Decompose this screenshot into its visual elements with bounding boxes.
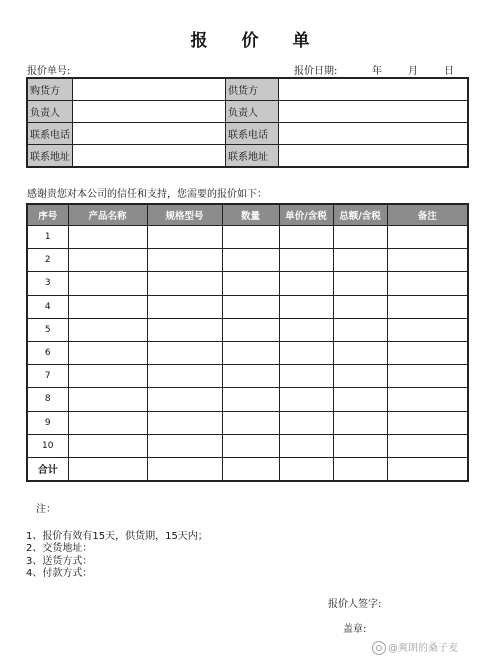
product-name-cell[interactable] <box>68 411 147 434</box>
spec-cell[interactable] <box>147 341 222 364</box>
total-cell[interactable] <box>333 411 387 434</box>
spec-cell[interactable] <box>147 365 222 388</box>
col-header-qty: 数量 <box>222 204 279 226</box>
total-row <box>27 457 468 481</box>
row-number: 1 <box>27 226 68 249</box>
unit-price-cell[interactable] <box>279 341 333 364</box>
title-char-2: 价 <box>241 31 259 51</box>
col-header-product: 产品名称 <box>68 204 147 226</box>
supplier-address-label: 联系地址 <box>226 145 279 168</box>
qty-cell[interactable] <box>222 318 279 341</box>
total-cell[interactable] <box>333 295 387 318</box>
table-row <box>27 318 468 341</box>
buyer-manager-field[interactable] <box>73 101 226 123</box>
unit-price-cell[interactable] <box>279 411 333 434</box>
table-row <box>27 295 468 318</box>
qty-cell[interactable] <box>222 341 279 364</box>
notes-section <box>26 504 208 581</box>
unit-price-cell[interactable] <box>279 365 333 388</box>
supplier-phone-label: 联系电话 <box>226 123 279 145</box>
product-name-cell[interactable] <box>68 226 147 249</box>
qty-cell[interactable] <box>222 272 279 295</box>
watermark-text: @爽朗的桑子麦 <box>388 643 458 654</box>
table-row <box>27 365 468 388</box>
supplier-label: 供货方 <box>226 78 279 101</box>
unit-price-cell[interactable] <box>279 272 333 295</box>
remark-cell[interactable] <box>387 434 468 457</box>
col-header-remark: 备注 <box>387 204 468 226</box>
total-label: 合计 <box>27 457 68 481</box>
total-unit-price-cell[interactable] <box>279 457 333 481</box>
qty-cell[interactable] <box>222 295 279 318</box>
spec-cell[interactable] <box>147 272 222 295</box>
row-number: 4 <box>27 295 68 318</box>
product-name-cell[interactable] <box>68 388 147 411</box>
remark-cell[interactable] <box>387 388 468 411</box>
row-number: 7 <box>27 365 68 388</box>
product-name-cell[interactable] <box>68 295 147 318</box>
note-line: 4、付款方式： <box>26 568 93 579</box>
buyer-address-field[interactable] <box>73 145 226 168</box>
remark-cell[interactable] <box>387 249 468 272</box>
row-number: 10 <box>27 434 68 457</box>
party-info-table <box>26 77 469 168</box>
row-number: 6 <box>27 341 68 364</box>
items-body <box>27 226 468 482</box>
total-cell[interactable] <box>333 341 387 364</box>
notes-heading: 注： <box>36 504 56 515</box>
intro-text: 感谢贵您对本公司的信任和支持，您需要的报价如下： <box>27 189 267 200</box>
table-row <box>27 272 468 295</box>
remark-cell[interactable] <box>387 411 468 434</box>
buyer-label: 购货方 <box>27 78 73 101</box>
col-header-total: 总额/含税 <box>333 204 387 226</box>
remark-cell[interactable] <box>387 226 468 249</box>
quote-meta-row <box>27 62 467 77</box>
title-char-1: 报 <box>190 31 208 51</box>
buyer-manager-label: 负责人 <box>27 101 73 123</box>
info-row-contact-person <box>27 101 468 123</box>
total-spec-cell[interactable] <box>147 457 222 481</box>
total-cell[interactable] <box>333 226 387 249</box>
remark-cell[interactable] <box>387 272 468 295</box>
row-number: 2 <box>27 249 68 272</box>
items-header-row <box>27 204 468 226</box>
product-name-cell[interactable] <box>68 434 147 457</box>
product-name-cell[interactable] <box>68 272 147 295</box>
spec-cell[interactable] <box>147 411 222 434</box>
unit-price-cell[interactable] <box>279 249 333 272</box>
supplier-address-field[interactable] <box>279 145 469 168</box>
unit-price-cell[interactable] <box>279 295 333 318</box>
row-number: 3 <box>27 272 68 295</box>
year-label: 年 <box>372 66 382 77</box>
signature-label: 报价人签字: <box>328 599 382 610</box>
quote-items-table <box>26 203 469 482</box>
total-total-cell[interactable] <box>333 457 387 481</box>
note-line: 2、交货地址： <box>26 543 93 554</box>
product-name-cell[interactable] <box>68 249 147 272</box>
qty-cell[interactable] <box>222 365 279 388</box>
qty-cell[interactable] <box>222 388 279 411</box>
table-row <box>27 249 468 272</box>
watermark <box>372 639 458 655</box>
table-row <box>27 341 468 364</box>
remark-cell[interactable] <box>387 365 468 388</box>
total-cell[interactable] <box>333 365 387 388</box>
qty-cell[interactable] <box>222 249 279 272</box>
table-row <box>27 226 468 249</box>
buyer-phone-label: 联系电话 <box>27 123 73 145</box>
total-remark-cell[interactable] <box>387 457 468 481</box>
buyer-address-label: 联系地址 <box>27 145 73 168</box>
table-row <box>27 388 468 411</box>
quote-date-label: 报价日期: <box>294 66 338 77</box>
note-line: 3、送货方式： <box>26 555 93 567</box>
unit-price-cell[interactable] <box>279 434 333 457</box>
note-line: 1、报价有效有15天，供货期，15天内； <box>26 530 208 542</box>
info-row-phone <box>27 123 468 145</box>
spec-cell[interactable] <box>147 318 222 341</box>
supplier-manager-field[interactable] <box>279 101 469 123</box>
unit-price-cell[interactable] <box>279 318 333 341</box>
qty-cell[interactable] <box>222 411 279 434</box>
total-cell[interactable] <box>333 318 387 341</box>
product-name-cell[interactable] <box>68 318 147 341</box>
supplier-field[interactable] <box>279 78 469 101</box>
page-title <box>0 26 500 51</box>
supplier-manager-label: 负责人 <box>226 101 279 123</box>
remark-cell[interactable] <box>387 341 468 364</box>
total-cell[interactable] <box>333 434 387 457</box>
supplier-phone-field[interactable] <box>279 123 469 145</box>
title-char-3: 单 <box>292 31 310 51</box>
col-header-unit-price: 单价/含税 <box>279 204 333 226</box>
stamp-label: 盖章: <box>343 624 367 635</box>
row-number: 9 <box>27 411 68 434</box>
day-label: 日 <box>444 66 454 77</box>
col-header-spec: 规格型号 <box>147 204 222 226</box>
total-cell[interactable] <box>333 249 387 272</box>
quote-number-label: 报价单号: <box>27 66 71 77</box>
info-row-address <box>27 145 468 168</box>
buyer-phone-field[interactable] <box>73 123 226 145</box>
unit-price-cell[interactable] <box>279 226 333 249</box>
remark-cell[interactable] <box>387 295 468 318</box>
spec-cell[interactable] <box>147 295 222 318</box>
total-qty-cell[interactable] <box>222 457 279 481</box>
remark-cell[interactable] <box>387 318 468 341</box>
month-label: 月 <box>408 66 418 77</box>
info-row-buyer <box>27 78 468 101</box>
product-name-cell[interactable] <box>68 365 147 388</box>
row-number: 8 <box>27 388 68 411</box>
col-header-no: 序号 <box>27 204 68 226</box>
product-name-cell[interactable] <box>68 341 147 364</box>
spec-cell[interactable] <box>147 388 222 411</box>
spec-cell[interactable] <box>147 434 222 457</box>
total-cell[interactable] <box>333 272 387 295</box>
total-product-name-cell[interactable] <box>68 457 147 481</box>
spec-cell[interactable] <box>147 226 222 249</box>
spec-cell[interactable] <box>147 249 222 272</box>
unit-price-cell[interactable] <box>279 388 333 411</box>
buyer-field[interactable] <box>73 78 226 101</box>
row-number: 5 <box>27 318 68 341</box>
watermark-logo-icon <box>372 641 386 655</box>
qty-cell[interactable] <box>222 226 279 249</box>
table-row <box>27 434 468 457</box>
table-row <box>27 411 468 434</box>
qty-cell[interactable] <box>222 434 279 457</box>
total-cell[interactable] <box>333 388 387 411</box>
